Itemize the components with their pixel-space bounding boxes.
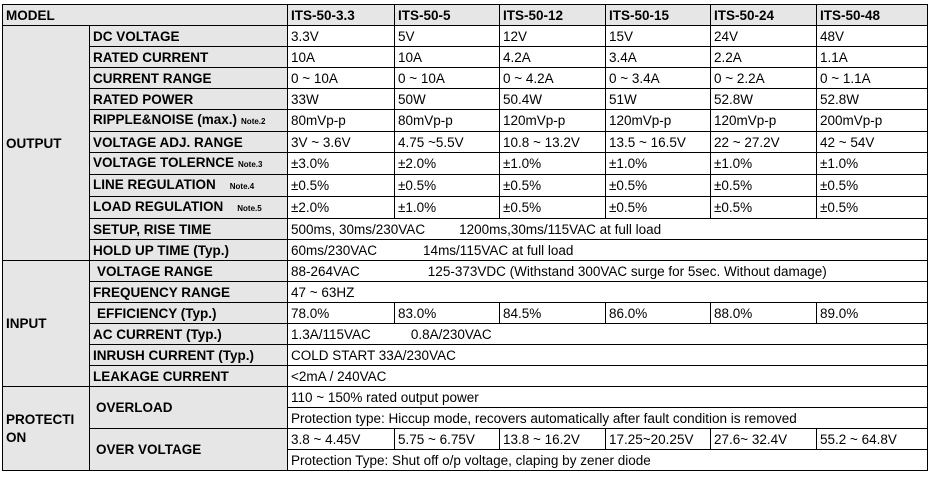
row-hold-up [3,240,928,261]
cell-span: <2mA / 240VAC [288,366,928,387]
cell: 0 ~ 1.1A [817,68,928,89]
param-label [90,110,288,132]
cell: 0 ~ 4.2A [500,68,606,89]
model-name: ITS-50-12 [500,5,606,26]
cell-span [288,240,928,261]
row-voltage-tolerance [3,153,928,175]
cell: ±0.5% [606,197,711,219]
cell: ±0.5% [817,175,928,197]
param-label [90,197,288,219]
cell: 33W [288,89,395,110]
cell: 0 ~ 10A [288,68,395,89]
param-label-text: VOLTAGE TOLERNCE [93,155,235,170]
value-b: 14ms/115VAC at full load [423,242,574,258]
cell: 120mVp-p [500,110,606,132]
group-label-line2: ON [6,429,27,445]
row-setup-rise [3,219,928,240]
value-b: 1200ms,30ms/115VAC at full load [459,221,662,237]
cell: 200mVp-p [817,110,928,132]
spec-table [2,4,928,471]
cell: 15V [606,26,711,47]
row-inrush-current [3,345,928,366]
cell: 5.75 ~ 6.75V [395,429,500,450]
note-ref: Note.5 [237,204,262,213]
note-ref: Note.4 [229,182,255,191]
cell-span: Protection type: Hiccup mode, recovers automatically after fault condition is removed [288,408,928,429]
cell: 2.2A [711,47,817,68]
cell: ±1.0% [711,153,817,175]
group-output: OUTPUT [3,26,90,261]
cell: ±2.0% [395,153,500,175]
cell: 3.4A [606,47,711,68]
cell: 52.8W [817,89,928,110]
cell: 86.0% [606,303,711,324]
cell: 0 ~ 2.2A [711,68,817,89]
cell: 27.6~ 32.4V [711,429,817,450]
cell-span: Protection Type: Shut off o/p voltage, claping by zener diode [288,450,928,471]
group-label-line1: PROTECTI [6,411,75,427]
cell: 80mVp-p [288,110,395,132]
row-ripple-noise [3,110,928,132]
model-name: ITS-50-48 [817,5,928,26]
cell: 84.5% [500,303,606,324]
cell: ±3.0% [288,153,395,175]
cell: 1.1A [817,47,928,68]
cell: 89.0% [817,303,928,324]
row-frequency-range [3,282,928,303]
cell: ±1.0% [500,153,606,175]
cell: 120mVp-p [606,110,711,132]
param-label: DC VOLTAGE [90,26,288,47]
model-name: ITS-50-24 [711,5,817,26]
cell: 22 ~ 27.2V [711,132,817,153]
param-label: AC CURRENT (Typ.) [90,324,288,345]
param-label-text: VOLTAGE RANGE [97,263,213,279]
cell: ±1.0% [817,153,928,175]
row-dc-voltage [3,26,928,47]
cell: 10A [288,47,395,68]
cell: ±0.5% [500,175,606,197]
cell: 0 ~ 3.4A [606,68,711,89]
cell: 88.0% [711,303,817,324]
cell: ±2.0% [288,197,395,219]
model-name: ITS-50-5 [395,5,500,26]
cell: 78.0% [288,303,395,324]
row-line-regulation [3,175,928,197]
header-row [3,5,928,26]
cell: 13.8 ~ 16.2V [500,429,606,450]
value-a: 88-264VAC [291,263,360,279]
row-over-voltage-1 [3,429,928,450]
cell: ±1.0% [606,153,711,175]
cell: 17.25~20.25V [606,429,711,450]
param-label [90,153,288,175]
cell: 4.75 ~5.5V [395,132,500,153]
cell: 5V [395,26,500,47]
cell: 80mVp-p [395,110,500,132]
param-label: HOLD UP TIME (Typ.) [90,240,288,261]
param-label: FREQUENCY RANGE [90,282,288,303]
cell: 13.5 ~ 16.5V [606,132,711,153]
param-label [90,261,288,282]
row-efficiency [3,303,928,324]
cell-span: 110 ~ 150% rated output power [288,387,928,408]
cell-span [288,261,928,282]
param-label: LEAKAGE CURRENT [90,366,288,387]
cell: 12V [500,26,606,47]
param-label-text: RIPPLE&NOISE (max.) [93,112,238,127]
cell: 10.8 ~ 13.2V [500,132,606,153]
cell-span [288,219,928,240]
group-protection [3,387,90,471]
cell: 24V [711,26,817,47]
note-ref: Note.2 [241,117,266,126]
param-label: SETUP, RISE TIME [90,219,288,240]
cell: ±0.5% [817,197,928,219]
cell: 50W [395,89,500,110]
cell: ±0.5% [711,197,817,219]
cell: ±1.0% [395,197,500,219]
cell-span: 47 ~ 63HZ [288,282,928,303]
group-input: INPUT [3,261,90,387]
cell: 50.4W [500,89,606,110]
row-current-range [3,68,928,89]
cell-span: COLD START 33A/230VAC [288,345,928,366]
cell: 3V ~ 3.6V [288,132,395,153]
row-load-regulation [3,197,928,219]
value-a: 60ms/230VAC [291,242,378,258]
cell-span [288,324,928,345]
value-a: 1.3A/115VAC [291,326,371,342]
param-label [90,175,288,197]
value-b: 125-373VDC (Withstand 300VAC surge for 5sec. Without damage) [427,263,827,279]
param-label: RATED POWER [90,89,288,110]
cell: ±0.5% [395,175,500,197]
row-ac-current [3,324,928,345]
cell: ±0.5% [500,197,606,219]
param-label: OVER VOLTAGE [90,429,288,471]
row-input-voltage [3,261,928,282]
param-label-text: LOAD REGULATION [93,199,224,214]
cell: 51W [606,89,711,110]
param-label: INRUSH CURRENT (Typ.) [90,345,288,366]
cell: ±0.5% [606,175,711,197]
param-label: OVERLOAD [90,387,288,429]
model-name: ITS-50-3.3 [288,5,395,26]
cell: 3.8 ~ 4.45V [288,429,395,450]
cell: 42 ~ 54V [817,132,928,153]
cell: 48V [817,26,928,47]
param-label: VOLTAGE ADJ. RANGE [90,132,288,153]
cell: 52.8W [711,89,817,110]
param-label-text: EFFICIENCY (Typ.) [97,305,217,321]
cell: 4.2A [500,47,606,68]
cell: 83.0% [395,303,500,324]
param-label: CURRENT RANGE [90,68,288,89]
value-b: 0.8A/230VAC [410,326,492,342]
row-overload-1 [3,387,928,408]
model-label: MODEL [3,5,288,26]
param-label: RATED CURRENT [90,47,288,68]
param-label-text: LINE REGULATION [93,177,216,192]
param-label [90,303,288,324]
row-voltage-adj [3,132,928,153]
value-a: 500ms, 30ms/230VAC [291,221,426,237]
row-rated-power [3,89,928,110]
row-rated-current [3,47,928,68]
cell: ±0.5% [288,175,395,197]
cell: 10A [395,47,500,68]
cell: 0 ~ 10A [395,68,500,89]
note-ref: Note.3 [238,160,263,169]
row-leakage-current [3,366,928,387]
cell: ±0.5% [711,175,817,197]
cell: 3.3V [288,26,395,47]
cell: 120mVp-p [711,110,817,132]
cell: 55.2 ~ 64.8V [817,429,928,450]
model-name: ITS-50-15 [606,5,711,26]
